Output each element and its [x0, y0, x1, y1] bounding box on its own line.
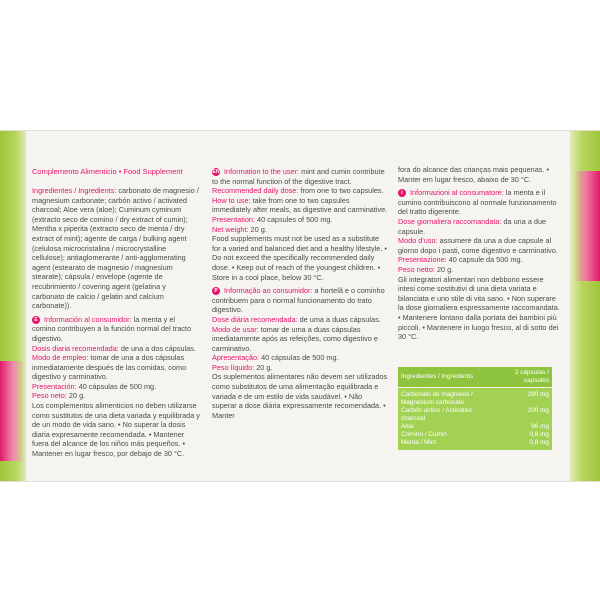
- uk-flag-icon: EN: [212, 169, 220, 176]
- it-dose-label: Dose giornaliera raccomandata:: [398, 216, 502, 226]
- en-use: [212, 196, 388, 215]
- table-cell-amount: 200 mg: [499, 407, 552, 423]
- pt-dose-text: de uma a duas cápsulas.: [299, 314, 381, 324]
- es-use-label: Modo de empleo:: [32, 353, 89, 363]
- pt-dose-label: Dose diária recomendada:: [212, 314, 298, 324]
- it-presentation: [398, 255, 562, 265]
- es-pres-text: 40 cápsulas de 500 mg.: [78, 381, 157, 391]
- en-use-text: take from one to two capsules immediately after meals, as digestive and carminative.: [212, 195, 388, 215]
- it-info-text: la menta e il cumino contribuiscono al normale funzionamento del tratto digerente.: [398, 188, 557, 217]
- it-weight-label: Peso netto:: [398, 264, 435, 274]
- table-row: [398, 388, 552, 408]
- pt-info: [212, 286, 388, 315]
- panel-title: Complemento Alimenticio • Food Supplement: [32, 167, 183, 176]
- es-info: [32, 315, 200, 344]
- pt-weight-label: Peso líquido:: [212, 362, 255, 372]
- it-use-label: Modo d'uso:: [398, 236, 438, 246]
- portugal-flag-icon: P: [212, 287, 220, 295]
- es-use: [32, 353, 200, 382]
- table-header-row: [398, 367, 552, 388]
- en-weight-label: Net weight:: [212, 224, 249, 234]
- it-dose: [398, 217, 562, 236]
- table-cell-ingredient: Comino / Cumin: [398, 431, 499, 439]
- pt-pres-label: Apresentação:: [212, 353, 260, 363]
- ingredients-table: [398, 367, 552, 450]
- pt-weight: [212, 363, 388, 373]
- table-cell-ingredient: Carbón activo / Activated charcoal: [398, 407, 499, 423]
- right-pink-accent: [574, 171, 600, 281]
- table-header-ingredients: Ingredientes / Ingredients: [398, 367, 499, 388]
- it-info-label: Informazioni al consumatore:: [410, 188, 504, 198]
- table-cell-ingredient: Aloe: [398, 423, 499, 431]
- pt-pres-text: 40 cápsulas de 500 mg.: [261, 353, 339, 363]
- pt-info-text: a hortelã e o cominho contribuem para o normal funcionamento do trato digestivo.: [212, 286, 385, 315]
- en-warning: Food supplements must not be used as a substitute for a varied and balanced diet and a healthy lifestyle. • Do not exceed the specifically recommended daily dose. • Keep out of reach of the youngest children. • Store in a cool place, below 30 °C.: [212, 234, 387, 282]
- ingredients-block: [32, 186, 200, 311]
- en-dose-text: from one to two capsules.: [300, 186, 384, 196]
- pt-warning: Os suplementos alimentares não devem ser utilizados como substitutos de uma alimentação equilibrada e variada e de um estilo de vida saudável. • Não superar a dose diária expressamente recomendada. • Manter: [212, 372, 388, 420]
- en-pres-label: Presentation:: [212, 214, 255, 224]
- ingredients-text: carbonato de magnesio / magnesium carbonate; carbón activo / activated charcoal; Aloe vera (aloe); Cuminum cyminum (extracto seco de comino / dry extract of cumin); Mentha x piperita (extracto seco de menta / dry extract of mint); agente de carga / bulking agent (celulosa microcristalina / microcrystalline cellulose); antiaglomerante / anti-agglomerating agent (estearato de magnesio / magnesium stearate); cápsula / envelope (agente de recubrimiento / covering agent (gelatina y carbonato de calcio / gelatin and calcium carbonate)).: [32, 186, 199, 311]
- table-row: [398, 407, 552, 423]
- spain-flag-icon: E: [32, 316, 40, 324]
- it-use-text: assumere da una a due capsule al giorno dopo i pasti, come digestivo e carminativo.: [398, 236, 558, 255]
- es-warning: Los complementos alimenticios no deben utilizarse como sustitutos de una dieta variada y equilibrada y de un modo de vida sano. • No superar la dosis diaria expresamente recomendada. • Mantener fuera del alcance de los niños más pequeños. • Mantener en lugar fresco, por debajo de 30 °C.: [32, 401, 200, 459]
- es-weight-text: 20 g.: [68, 391, 86, 401]
- es-info-label: Información al consumidor:: [44, 314, 132, 324]
- en-info: [212, 167, 388, 186]
- pt-dose: [212, 315, 388, 325]
- italy-flag-icon: I: [398, 189, 406, 197]
- it-pres-label: Presentazione:: [398, 255, 447, 265]
- es-use-text: tomar de una a dos cápsulas inmediatamente después de las comidas, como digestivo y carminativo.: [32, 353, 187, 382]
- it-weight: [398, 265, 562, 275]
- column-english-portuguese: [212, 167, 388, 420]
- en-presentation: [212, 215, 388, 225]
- es-presentation: [32, 382, 200, 392]
- pt-weight-text: 20 g.: [256, 362, 273, 372]
- pt-info-label: Informação ao consumidor:: [224, 286, 313, 296]
- es-info-text: la menta y el comino contribuyen a la función normal del tracto digestivo.: [32, 314, 191, 343]
- table-row: [398, 439, 552, 450]
- en-info-text: mint and cumin contribute to the normal function of the digestive tract.: [212, 167, 385, 186]
- it-warning: Gli integratori alimentari non debbono essere intesi come sostitutivi di una dieta variata e bilanciata e uno stile di vita sano. • Non superare la dose giornaliera espressamente raccomandata. • Mantenere lontano dalla portata dei bambini più piccoli. • Mantenere in luogo fresco, al di sotto dei 30 °C.: [398, 274, 560, 342]
- it-info: [398, 188, 562, 217]
- en-weight-text: 20 g.: [250, 224, 267, 234]
- es-dose-text: de una a dos cápsulas.: [120, 343, 196, 353]
- table-cell-amount: 0,8 mg: [499, 439, 552, 450]
- pt-use: [212, 325, 388, 354]
- pt-use-label: Modo de usar:: [212, 324, 259, 334]
- left-pink-accent: [0, 361, 24, 461]
- en-pres-text: 40 capsules of 500 mg.: [257, 214, 333, 224]
- es-weight: [32, 391, 200, 401]
- en-dose: [212, 186, 388, 196]
- es-dose-label: Dosis diaria recomendada:: [32, 343, 119, 353]
- package-panel: [0, 130, 600, 482]
- it-dose-text: da una a due capsule.: [398, 216, 547, 236]
- it-use: [398, 236, 562, 255]
- it-pres-text: 40 capsule da 500 mg.: [448, 255, 523, 265]
- table-header-capsules: 2 cápsulas / capsules: [499, 367, 552, 388]
- table-row: [398, 431, 552, 439]
- en-dose-label: Recommended daily dose:: [212, 186, 299, 196]
- es-weight-label: Peso neto:: [32, 391, 67, 401]
- it-weight-text: 20 g.: [436, 264, 454, 274]
- table-cell-ingredient: Carbonato de magnesio / Magnesium carbonate: [398, 388, 499, 408]
- table-cell-amount: 280 mg: [499, 388, 552, 408]
- es-pres-label: Presentación:: [32, 381, 77, 391]
- pt-warning-continued: fora do alcance das crianças mais pequenas. • Manter em lugar fresco, abaixo de 30 °C.: [398, 165, 550, 184]
- en-use-label: How to use:: [212, 195, 251, 205]
- table-cell-amount: 0,8 mg: [499, 431, 552, 439]
- pt-use-text: tomar de uma a duas cápsulas imediatamente após as refeições, como digestivo e carminativo.: [212, 324, 378, 353]
- pt-presentation: [212, 353, 388, 363]
- table-cell-amount: 96 mg: [499, 423, 552, 431]
- table-row: [398, 423, 552, 431]
- en-weight: [212, 225, 388, 235]
- table-cell-ingredient: Menta / Mint: [398, 439, 499, 450]
- column-spanish: [32, 186, 200, 459]
- es-dose: [32, 344, 200, 354]
- column-portuguese-italian: [398, 165, 562, 342]
- en-info-label: Information to the user:: [224, 167, 300, 176]
- ingredients-label: Ingredientes / Ingredients:: [32, 186, 117, 195]
